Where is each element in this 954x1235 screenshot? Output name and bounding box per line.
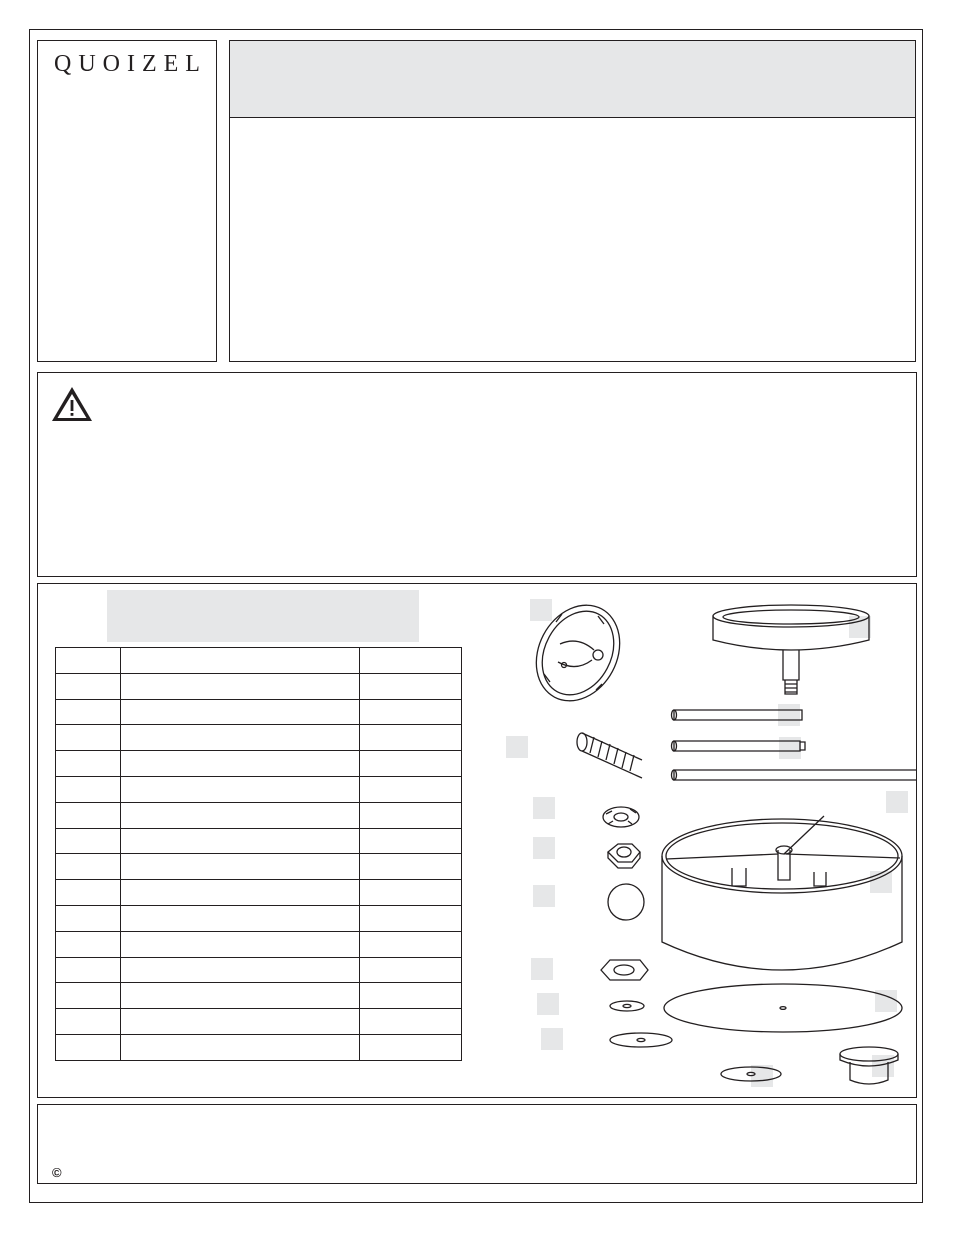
table-cell: [360, 828, 462, 854]
footer-panel: [37, 1104, 917, 1184]
table-cell: [360, 725, 462, 751]
part-label: [506, 736, 528, 758]
table-cell: [360, 1034, 462, 1060]
table-cell: [120, 828, 360, 854]
table-row: [56, 880, 462, 906]
table-cell: [120, 983, 360, 1009]
table-cell: [56, 957, 121, 983]
table-cell: [120, 1009, 360, 1035]
table-row: [56, 957, 462, 983]
table-cell: [120, 1034, 360, 1060]
brand-logo: QUOIZEL: [54, 51, 207, 77]
parts-panel: [37, 583, 917, 1098]
table-row: [56, 699, 462, 725]
table-cell: [120, 880, 360, 906]
part-label: [533, 837, 555, 859]
table-cell: [56, 854, 121, 880]
ball-drawing: [608, 884, 644, 920]
table-cell: [360, 751, 462, 777]
part-label: [537, 993, 559, 1015]
part-label: [849, 616, 871, 638]
table-cell: [360, 905, 462, 931]
table-cell: [120, 802, 360, 828]
part-label: [533, 797, 555, 819]
table-row: [56, 983, 462, 1009]
table-cell: [360, 673, 462, 699]
hex-cap-nut-drawing: [601, 960, 648, 980]
table-cell: [360, 880, 462, 906]
table-cell: [360, 983, 462, 1009]
warning-panel: [37, 372, 917, 577]
warning-triangle-icon: [50, 385, 94, 423]
copyright-symbol: ©: [52, 1165, 62, 1180]
table-cell: [120, 854, 360, 880]
parts-diagram: [498, 592, 916, 1097]
threaded-nipple-drawing: [577, 733, 642, 778]
hex-nut-drawing: [608, 844, 640, 868]
table-cell: [360, 957, 462, 983]
table-cell: [120, 776, 360, 802]
part-label: [531, 958, 553, 980]
part-label: [530, 599, 552, 621]
table-cell: [360, 699, 462, 725]
table-cell: [56, 751, 121, 777]
table-cell: [56, 673, 121, 699]
canopy-drawing: [713, 605, 869, 694]
part-label: [533, 885, 555, 907]
lock-washer-drawing: [603, 807, 639, 827]
table-cell: [120, 751, 360, 777]
part-label: [870, 871, 892, 893]
table-row: [56, 1034, 462, 1060]
table-cell: [360, 776, 462, 802]
table-row: [56, 905, 462, 931]
table-cell: [360, 1009, 462, 1035]
diffuser-glass-drawing: [664, 984, 902, 1032]
part-label: [779, 737, 801, 759]
table-cell: [56, 1009, 121, 1035]
table-cell: [56, 983, 121, 1009]
table-row: [56, 673, 462, 699]
part-label: [778, 704, 800, 726]
part-label: [886, 791, 908, 813]
table-cell: [120, 957, 360, 983]
table-cell: [360, 931, 462, 957]
table-cell: [120, 931, 360, 957]
part-label: [541, 1028, 563, 1050]
table-cell: [360, 854, 462, 880]
table-row: [56, 854, 462, 880]
table-cell: [56, 776, 121, 802]
part-labels: [506, 599, 908, 1087]
table-cell: [56, 725, 121, 751]
table-cell: [120, 699, 360, 725]
table-cell: [56, 828, 121, 854]
table-row: [56, 1009, 462, 1035]
parts-header-band: [107, 590, 419, 642]
table-row: [56, 828, 462, 854]
title-panel: [229, 40, 916, 362]
table-row: [56, 931, 462, 957]
table-cell: [56, 931, 121, 957]
table-cell: [120, 673, 360, 699]
table-cell: [56, 648, 121, 674]
table-cell: [360, 648, 462, 674]
table-cell: [56, 1034, 121, 1060]
table-cell: [56, 880, 121, 906]
table-cell: [120, 905, 360, 931]
fixture-body-drawing: [662, 816, 902, 970]
table-row: [56, 802, 462, 828]
title-band: [230, 41, 915, 118]
table-cell: [56, 699, 121, 725]
logo-panel: [37, 40, 217, 362]
table-cell: [120, 648, 360, 674]
table-cell: [56, 802, 121, 828]
table-row: [56, 725, 462, 751]
table-row: [56, 776, 462, 802]
table-row: [56, 648, 462, 674]
table-row: [56, 751, 462, 777]
table-cell: [56, 905, 121, 931]
table-cell: [120, 725, 360, 751]
parts-table: [55, 647, 462, 1061]
table-cell: [360, 802, 462, 828]
